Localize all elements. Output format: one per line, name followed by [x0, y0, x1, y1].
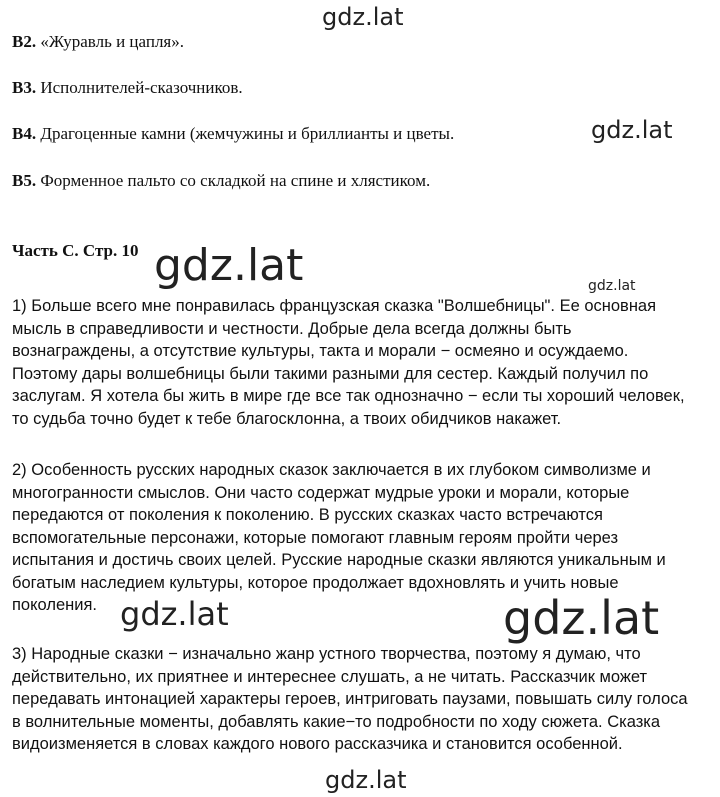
text-line: вознаграждены, а отсутствие культуры, такта и морали − осмеяно и осуждаемо.: [12, 342, 629, 360]
watermark: gdz.lat: [588, 278, 636, 294]
text-line: заслугам. Я хотела бы жить в мире где все так однозначно − если ты хороший человек,: [12, 387, 685, 405]
text-line: Поэтому дары волшебницы были такими разными для сестер. Каждый получил по: [12, 364, 649, 383]
watermark: gdz.lat: [325, 766, 407, 794]
answer-b3: [12, 78, 243, 98]
watermark: gdz.lat: [591, 116, 673, 144]
watermark: gdz.lat: [120, 595, 229, 633]
answer-b4: [12, 124, 454, 144]
text-line: 2) Особенность русских народных сказок заключается в их глубоком символизме и: [12, 461, 651, 479]
answer-label: B4.: [12, 124, 37, 143]
watermark: gdz.lat: [154, 240, 304, 291]
text-line: передавать интонацией характеры героев, интриговать паузами, повышать силу голоса: [12, 690, 688, 708]
text-line: 3) Народные сказки − изначально жанр устного творчества, поэтому я думаю, что: [12, 645, 641, 663]
text-line: действительно, их приятнее и интереснее слушать, а не читать. Рассказчик может: [12, 667, 648, 686]
watermark: gdz.lat: [503, 591, 660, 645]
text-line: то судьба точно будет к тебе благосклонна, а твоих обидчиков накажет.: [12, 409, 562, 428]
text-line: передаются от поколения к поколению. В русских сказках часто встречаются: [12, 506, 603, 524]
text-line: испытания и достичь своих целей. Русские народные сказки являются уникальным и: [12, 551, 666, 569]
answer-label: B2.: [12, 32, 37, 51]
answer-label: B3.: [12, 78, 37, 97]
text-line: 1) Больше всего мне понравилась французская сказка "Волшебницы". Ее основная: [12, 297, 657, 315]
answer-text: Исполнителей-сказочников.: [40, 78, 243, 97]
text-line: поколения.: [12, 596, 97, 614]
answer-text: «Журавль и цапля».: [40, 32, 184, 51]
paragraph-3: [12, 643, 712, 756]
answer-b2: [12, 32, 184, 52]
part-c-heading: Часть С. Стр. 10: [12, 241, 139, 260]
text-line: мысль в справедливости и честности. Добрые дела всегда должны быть: [12, 319, 572, 338]
answer-label: B5.: [12, 171, 37, 190]
text-line: многогранности смыслов. Они часто содержат мудрые уроки и морали, которые: [12, 483, 630, 502]
text-line: богатым наследием культуры, которое продолжает вдохновлять и учить новые: [12, 573, 619, 592]
paragraph-1: [12, 295, 712, 430]
text-line: вспомогательные персонажи, которые помогают главным героям пройти через: [12, 528, 619, 547]
answer-b5: [12, 171, 430, 191]
text-line: в волнительные моменты, добавлять какие−то подробности по ходу сюжета. Сказка: [12, 712, 661, 731]
answer-text: Форменное пальто со складкой на спине и хлястиком.: [40, 171, 431, 190]
watermark: gdz.lat: [322, 3, 404, 31]
answer-text: Драгоценные камни (жемчужины и бриллианты и цветы.: [40, 124, 455, 143]
text-line: видоизменяется в словах каждого нового рассказчика и становится особенной.: [12, 735, 623, 753]
